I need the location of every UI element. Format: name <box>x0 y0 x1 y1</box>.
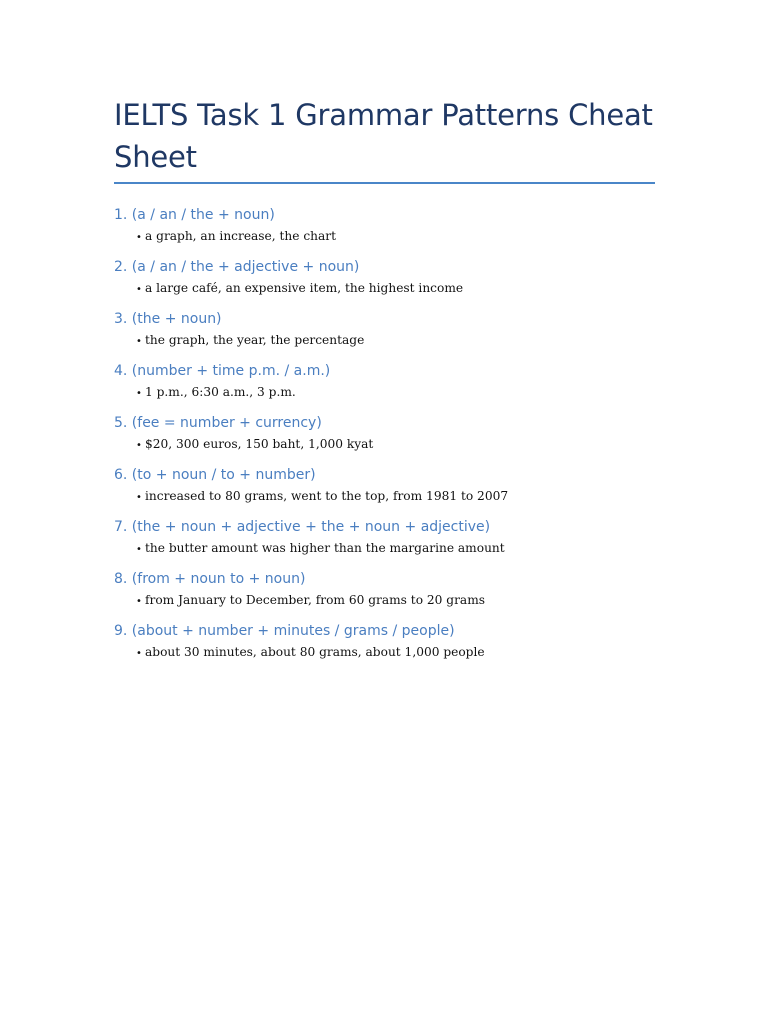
pattern-section-6 <box>114 465 655 506</box>
bullet-icon: • <box>136 544 142 555</box>
pattern-section-2 <box>114 257 655 298</box>
pattern-heading: 7. (the + noun + adjective + the + noun + adjective) <box>114 519 491 535</box>
example-text: the butter amount was higher than the margarine amount <box>145 541 505 555</box>
pattern-section-5 <box>114 413 655 454</box>
pattern-section-4 <box>114 361 655 402</box>
example-text: a graph, an increase, the chart <box>145 229 337 243</box>
bullet-icon: • <box>136 388 142 399</box>
pattern-section-8 <box>114 569 655 610</box>
example-text: about 30 minutes, about 80 grams, about 1,000 people <box>145 645 485 659</box>
example-text: a large café, an expensive item, the highest income <box>145 281 464 295</box>
bullet-icon: • <box>136 492 142 503</box>
bullet-icon: • <box>136 648 142 659</box>
bullet-icon: • <box>136 336 142 347</box>
pattern-example <box>136 644 655 662</box>
pattern-section-9 <box>114 621 655 662</box>
pattern-section-7 <box>114 517 655 558</box>
bullet-icon: • <box>136 284 142 295</box>
pattern-example <box>136 488 655 506</box>
example-text: $20, 300 euros, 150 baht, 1,000 kyat <box>145 437 374 451</box>
pattern-example <box>136 280 655 298</box>
example-text: 1 p.m., 6:30 a.m., 3 p.m. <box>145 385 296 399</box>
document-content <box>114 94 655 673</box>
pattern-heading: 1. (a / an / the + noun) <box>114 207 275 223</box>
bullet-icon: • <box>136 440 142 451</box>
pattern-section-1 <box>114 205 655 246</box>
pattern-example <box>136 540 655 558</box>
example-text: the graph, the year, the percentage <box>145 333 365 347</box>
bullet-icon: • <box>136 232 142 243</box>
pattern-example <box>136 228 655 246</box>
pattern-heading: 9. (about + number + minutes / grams / people) <box>114 623 455 639</box>
bullet-icon: • <box>136 596 142 607</box>
pattern-example <box>136 384 655 402</box>
pattern-section-3 <box>114 309 655 350</box>
pattern-heading: 2. (a / an / the + adjective + noun) <box>114 259 360 275</box>
pattern-example <box>136 592 655 610</box>
pattern-heading: 4. (number + time p.m. / a.m.) <box>114 363 331 379</box>
pattern-heading: 8. (from + noun to + noun) <box>114 571 306 587</box>
pattern-heading: 3. (the + noun) <box>114 311 222 327</box>
example-text: from January to December, from 60 grams to 20 grams <box>145 593 486 607</box>
pattern-heading: 6. (to + noun / to + number) <box>114 467 316 483</box>
pattern-heading: 5. (fee = number + currency) <box>114 415 322 431</box>
title-divider <box>114 182 655 184</box>
pattern-example <box>136 436 655 454</box>
document-title: IELTS Task 1 Grammar Patterns Cheat Sheet <box>114 98 653 174</box>
example-text: increased to 80 grams, went to the top, from 1981 to 2007 <box>145 489 509 503</box>
pattern-example <box>136 332 655 350</box>
